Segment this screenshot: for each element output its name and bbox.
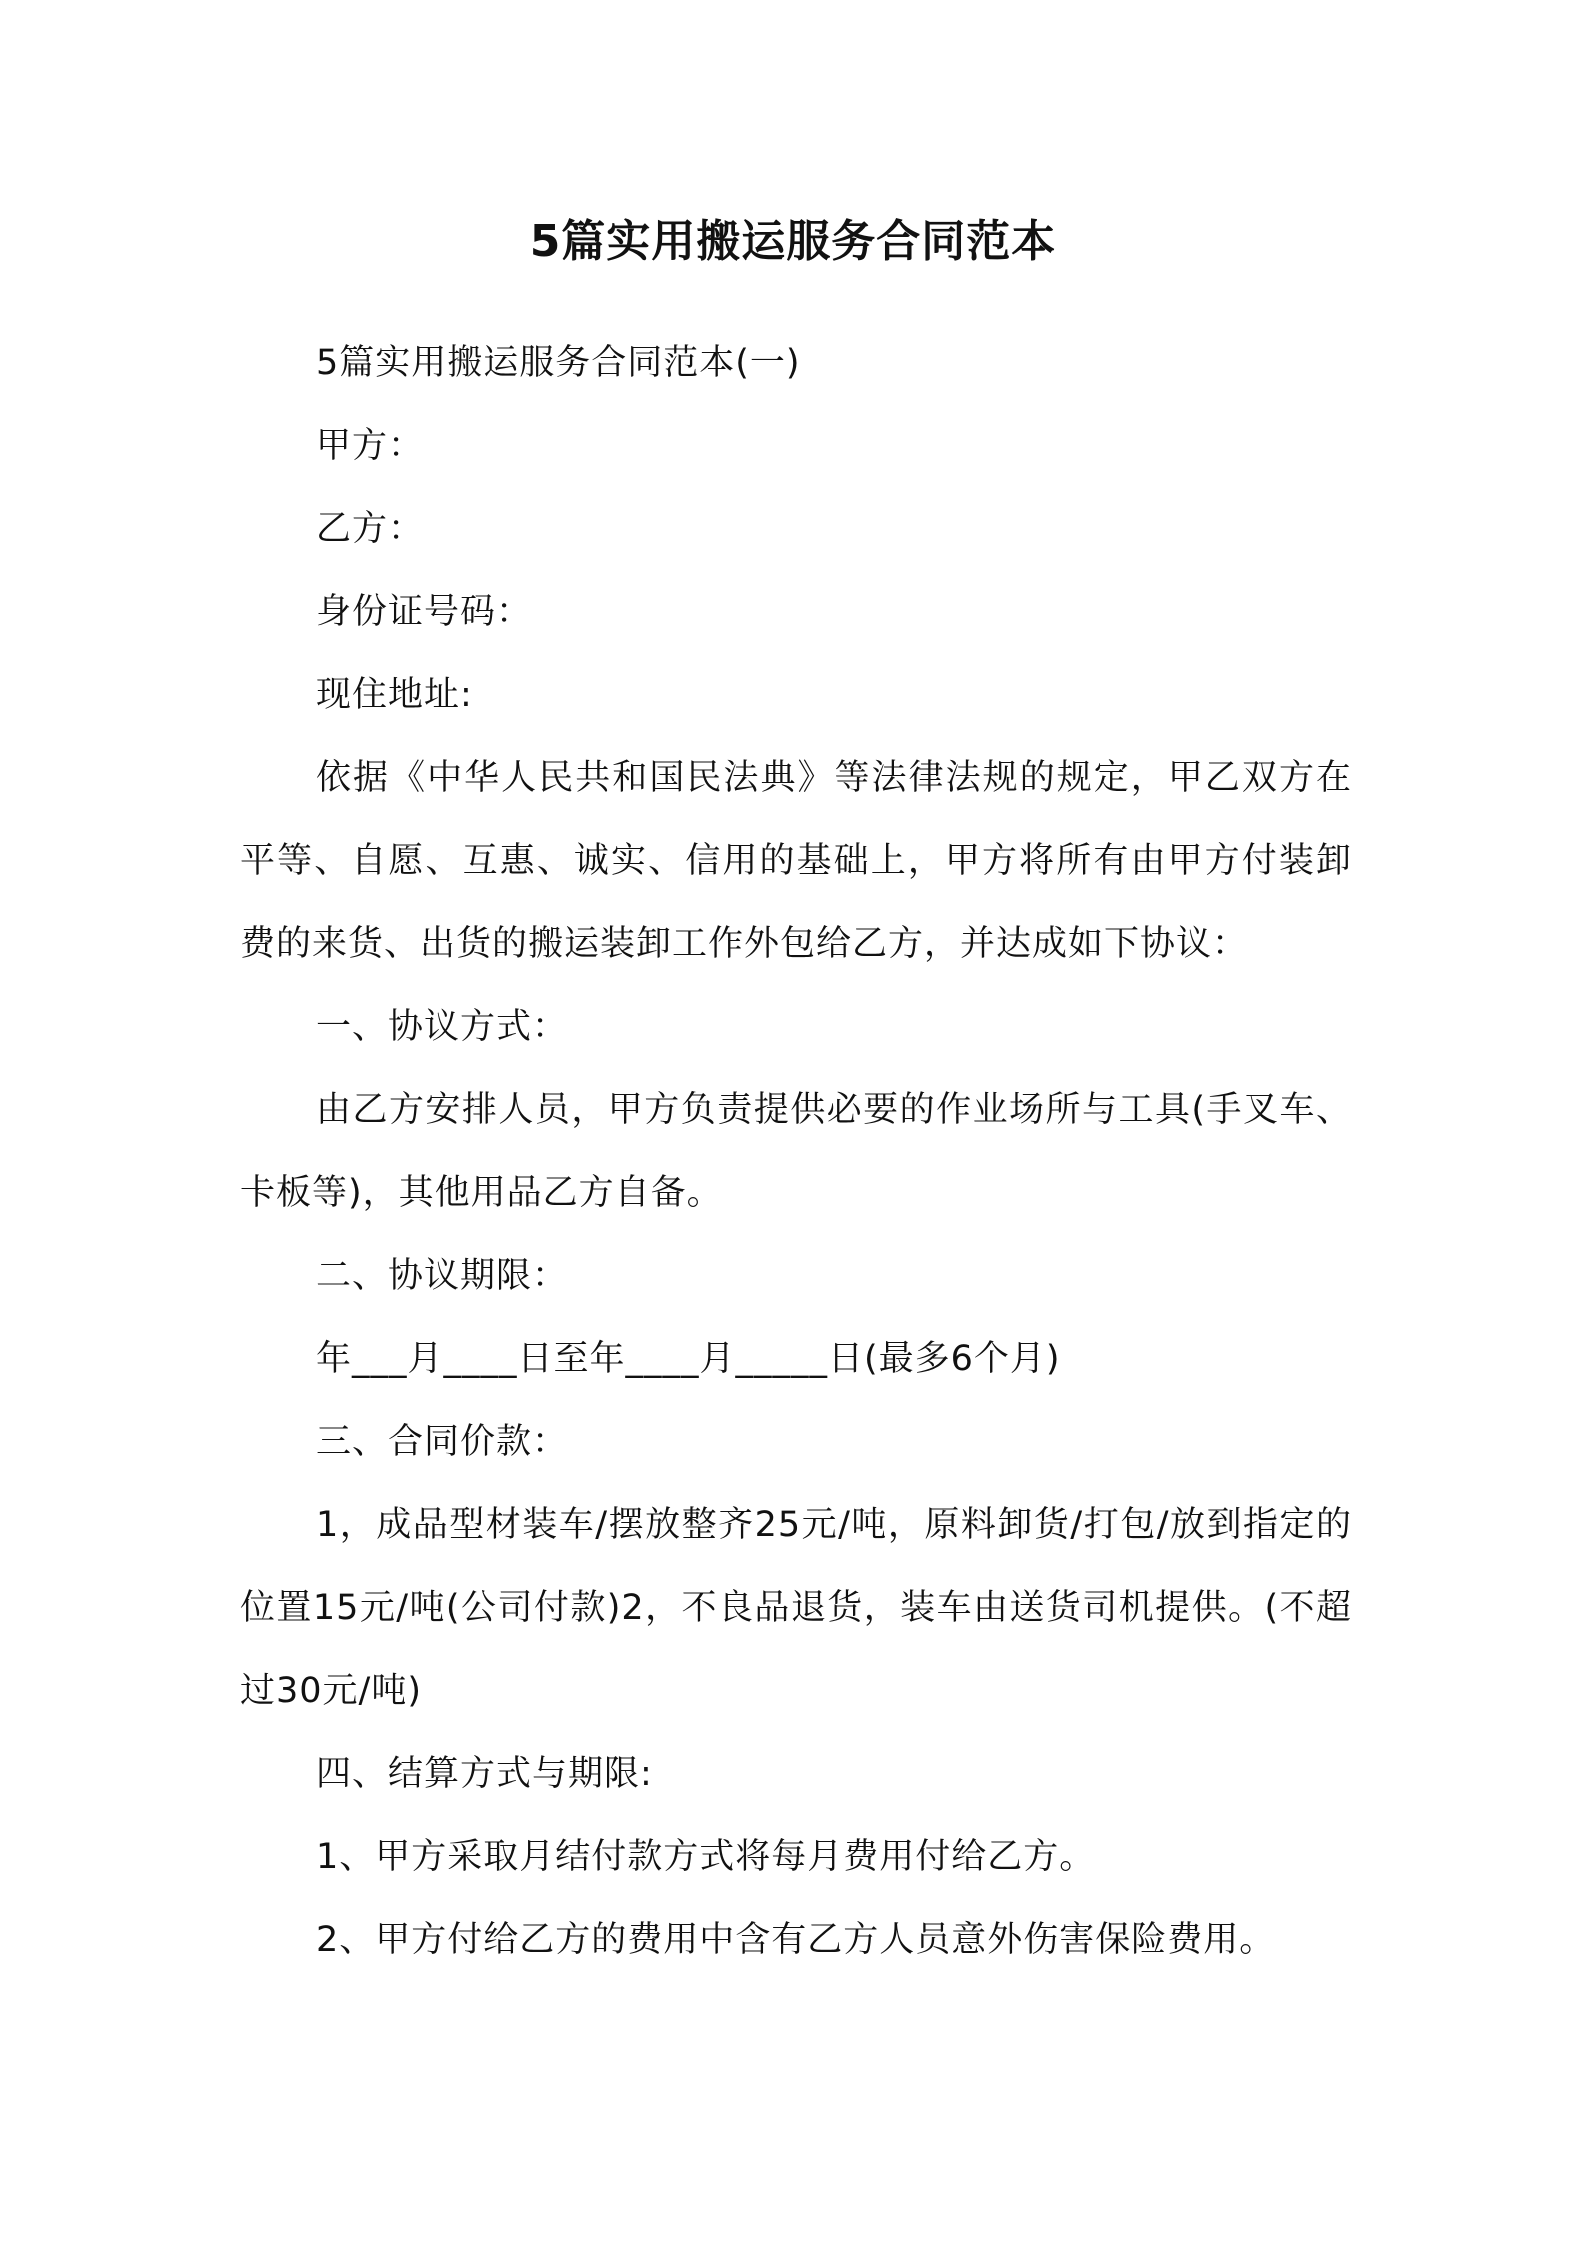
- section-heading-agreement-method: 一、协议方式：: [316, 1007, 569, 1047]
- settlement-item-1: 1、甲方采取月结付款方式将每月费用付给乙方。: [316, 1837, 1096, 1877]
- settlement-item-2: 2、甲方付给乙方的费用中含有乙方人员意外伤害保险费用。: [316, 1920, 1276, 1960]
- address-line: 现住地址:: [316, 675, 473, 715]
- section-heading-agreement-term: 二、协议期限：: [316, 1256, 569, 1296]
- document-title: 5篇实用搬运服务合同范本: [529, 216, 1057, 267]
- party-a-line: 甲方：: [316, 426, 425, 466]
- party-b-line: 乙方：: [316, 509, 425, 549]
- preamble-paragraph: 依据《中华人民共和国民法典》等法律法规的规定，甲乙双方在平等、自愿、互惠、诚实、信用的基础上，甲方将所有由甲方付装卸费的来货、出货的搬运装卸工作外包给乙方，并达成如下协议：: [240, 758, 1352, 964]
- agreement-term-paragraph: 年___月____日至年____月_____日(最多6个月): [316, 1339, 1061, 1379]
- agreement-method-paragraph: 由乙方安排人员，甲方负责提供必要的作业场所与工具(手叉车、卡板等)，其他用品乙方自备。: [240, 1090, 1352, 1213]
- contract-subtitle: 5篇实用搬运服务合同范本(一): [316, 343, 801, 383]
- document-body: [240, 322, 1352, 1982]
- section-heading-settlement: 四、结算方式与期限:: [316, 1754, 653, 1794]
- contract-price-paragraph: 1，成品型材装车/摆放整齐25元/吨，原料卸货/打包/放到指定的位置15元/吨(公司付款)2，不良品退货，装车由送货司机提供。(不超过30元/吨): [240, 1505, 1352, 1711]
- section-heading-contract-price: 三、合同价款：: [316, 1422, 569, 1462]
- id-number-line: 身份证号码：: [316, 592, 533, 632]
